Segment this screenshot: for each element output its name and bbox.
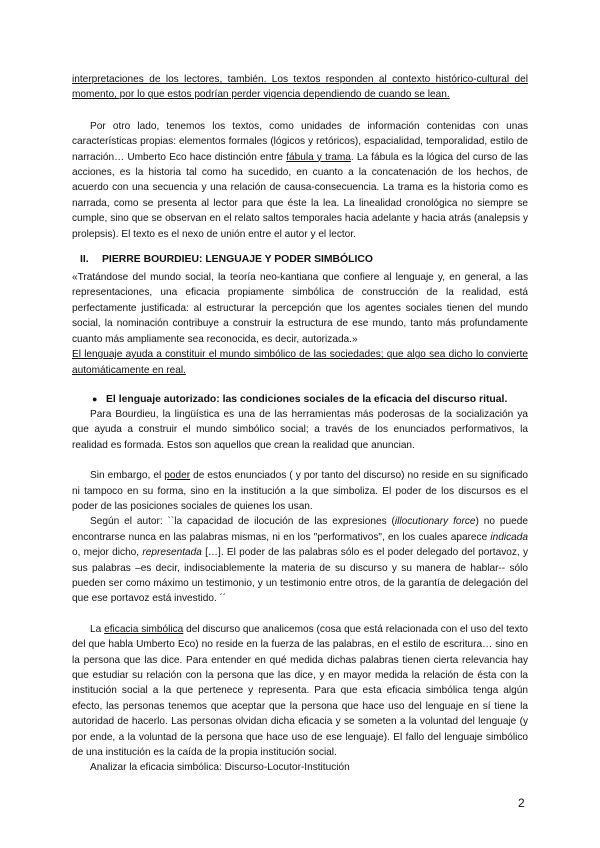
paragraph-textos: Por otro lado, tenemos los textos, como unidades de información contenidas con unas características propias: elementos formales (lógicos y retóricos), espacialidad, temporalidad, estilo de narración… Umberto Eco hace distinción entre fábula y trama. La fábula es la lógica del curso de las acciones, es la historia tal como ha sucedido, en cuanto a la concatenación de los hechos, de acuerdo con una secuencia y una relación de causa-consecuencia. La trama es la historia como es narrada, como se presenta al lector para que éste la lea. La linealidad cronológica no siempre se cumple, sino que se observan en el relato saltos temporales hacia adelante y hacia atrás (analepsis y prolepsis). El texto es el nexo de unión entre el autor y el lector. [72, 120, 528, 240]
paragraph-analizar: Analizar la eficacia simbólica: Discurso-Locutor-Institución [90, 762, 350, 774]
fabula-trama-term: fábula y trama [286, 151, 351, 163]
eficacia-simbolica-term: eficacia simbólica [104, 623, 184, 635]
bullet-icon: ● [92, 393, 98, 404]
paragraph-poder: Sin embargo, el poder de estos enunciados ( y por tanto del discurso) no reside en su significado ni tampoco en su forma, sino en la institución a la que simboliza. El poder de los discursos es el poder de las posiciones sociales de quienes los usan. [72, 470, 528, 512]
paragraph-autor-quote: Según el autor: ``la capacidad de ilocución de las expresiones (illocutionary force) no puede encontrarse nunca en las palabras mismas, ni en los "performativos", en los cuales aparece indicada o, mejor dicho, representada […]. El poder de las palabras sólo es el poder delegado del portavoz, y sus palabras –es decir, indisociablemente la materia de su discurso y su manera de hablar-- sólo pueden ser como máximo un testimonio, y un testimonio entre otros, de la garantía de delegación del que ese portavoz está investido. ´´ [72, 516, 529, 605]
subsection-heading: ● El lenguaje autorizado: las condiciones sociales de la eficacia del discurso ritual. [92, 393, 508, 405]
underlined-note: El lenguaje ayuda a constituir el mundo simbólico de las sociedades; que algo sea dicho lo convierte automáticamente en real. [72, 349, 528, 376]
document-page [72, 72, 528, 776]
page-number: 2 [518, 796, 525, 810]
paragraph-continuation [72, 72, 528, 103]
section-heading: II. PIERRE BOURDIEU: LENGUAJE Y PODER SIMBÓLICO [80, 254, 373, 266]
paragraph-eficacia: La eficacia simbólica del discurso que analicemos (cosa que está relacionada con el uso del texto del que habla Umberto Eco) no reside en la fuerza de las palabras, en el estilo de escritura… sino en la persona que las dice. Para entender en qué medida dichas palabras tienen cierta relevancia hay que estudiar su relación con la persona que las dice, y en mayor medida la relación de ésta con la institución social a la que pertenece y representa. Para que esta eficacia simbólica tenga algún efecto, las personas tenemos que aceptar que la persona que hace uso del lenguaje en sí tiene la autoridad de hacerlo. Las personas olvidan dicha eficacia y se someten a la voluntad del lenguaje (y por ende, a la voluntad de la persona que hace uso de ese lenguaje). El fallo del lenguaje simbólico de una institución es la caída de la propia institución social. [72, 623, 529, 759]
bourdieu-quote: «Tratándose del mundo social, la teoría neo-kantiana que confiere al lenguaje y, en general, a las representaciones, una eficacia propiamente simbólica de construcción de la realidad, está perfectamente justificada: al estructurar la percepción que los agentes sociales tienen del mundo social, la nominación contribuye a construir la estructura de ese mundo, tanto más profundamente cuanto más ampliamente sea reconocida, es decir, autorizada.» [72, 272, 528, 345]
underlined-text: interpretaciones de los lectores, también. Los textos responden al contexto histórico-cultural del momento, por lo que estos podrían perder vigencia dependiendo de cuando se lean. [72, 74, 528, 101]
poder-term: poder [164, 470, 191, 482]
paragraph-linguistica: Para Bourdieu, la lingüística es una de las herramientas más poderosas de la socialización ya que ayuda a construir el mundo simbólico social; a través de los enunciados performativos, la realidad es formada. Estos son aquellos que crean la realidad que anuncian. [72, 408, 528, 451]
